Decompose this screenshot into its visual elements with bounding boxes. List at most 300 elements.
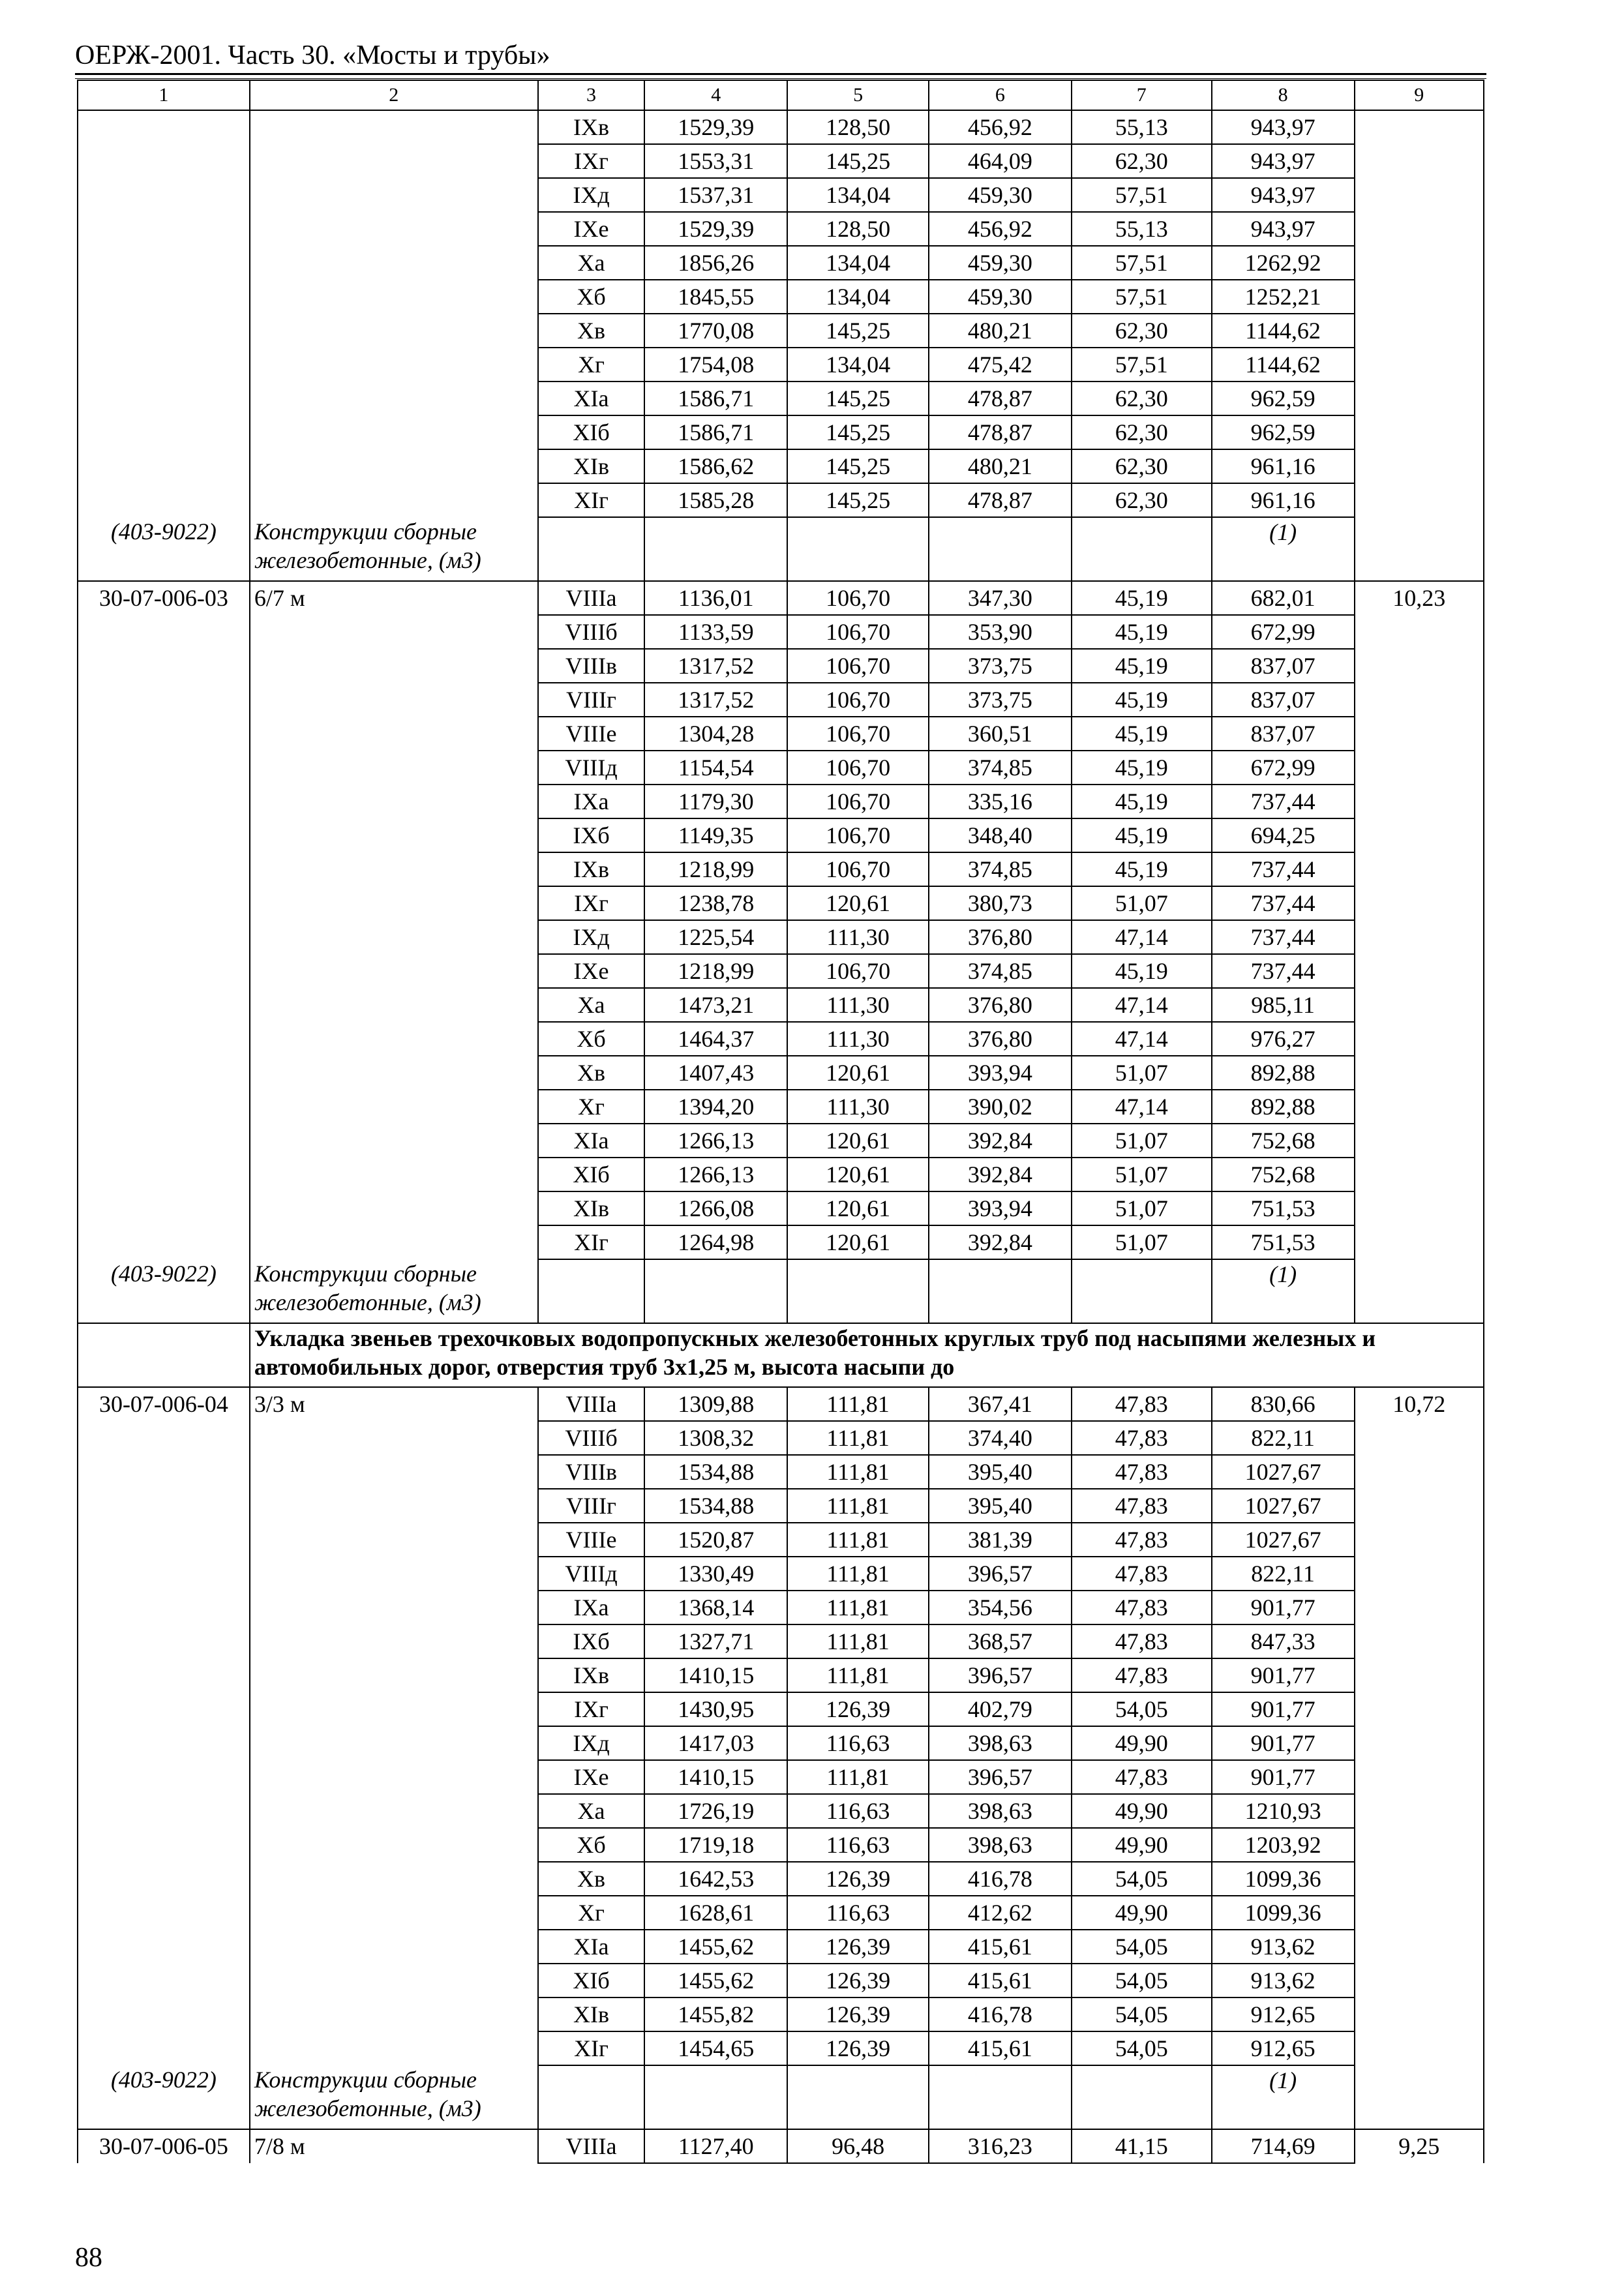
value-cell: 106,70: [787, 649, 929, 683]
value-cell: 51,07: [1072, 1124, 1212, 1158]
value-cell: 396,57: [929, 1760, 1072, 1794]
rate-code: [78, 2031, 250, 2065]
table-row: [78, 1896, 1484, 1930]
soil-category: IXг: [538, 886, 645, 920]
value-cell: 943,97: [1212, 144, 1355, 178]
rate-code: [78, 1794, 250, 1828]
rate-name: [250, 1158, 538, 1191]
material-note-row: [78, 1259, 1484, 1323]
soil-category: Xв: [538, 1862, 645, 1896]
soil-category: IXб: [538, 1624, 645, 1658]
value-cell: 111,30: [787, 988, 929, 1022]
value-cell: 415,61: [929, 2031, 1072, 2065]
value-cell: 837,07: [1212, 683, 1355, 717]
section-title: Укладка звеньев трехочковых водопропускных железобетонных круглых труб под насыпями железных и автомобильных дорог, отверстия труб 3х1,25 м, высота насыпи до: [250, 1323, 1484, 1387]
value-cell: 111,30: [787, 1022, 929, 1056]
labour-value: [1355, 1726, 1484, 1760]
value-cell: 106,70: [787, 717, 929, 751]
value-cell: 837,07: [1212, 649, 1355, 683]
rate-name: [250, 920, 538, 954]
soil-category: VIIIе: [538, 717, 645, 751]
labour-value: [1355, 649, 1484, 683]
value-cell: 1719,18: [644, 1828, 787, 1862]
value-cell: 1327,71: [644, 1624, 787, 1658]
value-cell: 47,14: [1072, 988, 1212, 1022]
value-cell: 393,94: [929, 1191, 1072, 1225]
empty-cell: [1355, 2065, 1484, 2129]
table-row: [78, 649, 1484, 683]
material-name-text: Конструкции сборные железобетонные, (м3): [254, 1261, 481, 1315]
empty-cell: [644, 2065, 787, 2129]
value-cell: 128,50: [787, 110, 929, 144]
table-row: [78, 920, 1484, 954]
labour-value: [1355, 1794, 1484, 1828]
value-cell: 55,13: [1072, 110, 1212, 144]
value-cell: 1304,28: [644, 717, 787, 751]
value-cell: 45,19: [1072, 818, 1212, 852]
value-cell: 111,81: [787, 1591, 929, 1624]
table-row: [78, 1964, 1484, 1997]
header-rule-thin: [75, 78, 1486, 79]
value-cell: 1407,43: [644, 1056, 787, 1090]
table-row: [78, 886, 1484, 920]
column-number: 8: [1212, 80, 1355, 110]
value-cell: 822,11: [1212, 1421, 1355, 1455]
value-cell: 1586,71: [644, 415, 787, 449]
labour-value: [1355, 717, 1484, 751]
rate-name: [250, 852, 538, 886]
labour-value: [1355, 1124, 1484, 1158]
value-cell: 1455,82: [644, 1997, 787, 2031]
value-cell: 54,05: [1072, 1692, 1212, 1726]
value-cell: 392,84: [929, 1124, 1072, 1158]
labour-value: [1355, 1191, 1484, 1225]
value-cell: 45,19: [1072, 852, 1212, 886]
value-cell: 1210,93: [1212, 1794, 1355, 1828]
labour-value: [1355, 348, 1484, 382]
labour-value: [1355, 178, 1484, 212]
value-cell: 1317,52: [644, 649, 787, 683]
table-row: [78, 2031, 1484, 2065]
value-cell: 126,39: [787, 2031, 929, 2065]
empty-cell: [1072, 1259, 1212, 1323]
value-cell: 480,21: [929, 314, 1072, 348]
value-cell: 901,77: [1212, 1658, 1355, 1692]
value-cell: 751,53: [1212, 1191, 1355, 1225]
table-row: [78, 1387, 1484, 1421]
value-cell: 737,44: [1212, 920, 1355, 954]
value-cell: 1845,55: [644, 280, 787, 314]
value-cell: 47,14: [1072, 1022, 1212, 1056]
empty-cell: [787, 1259, 929, 1323]
table-row: [78, 1158, 1484, 1191]
value-cell: 478,87: [929, 415, 1072, 449]
rate-code: [78, 1191, 250, 1225]
labour-value: [1355, 1523, 1484, 1557]
labour-value: [1355, 1760, 1484, 1794]
rate-code: [78, 683, 250, 717]
material-code-text: (403-9022): [110, 1261, 217, 1287]
value-cell: 134,04: [787, 280, 929, 314]
rate-name: [250, 382, 538, 415]
rate-code: [78, 615, 250, 649]
value-cell: 1330,49: [644, 1557, 787, 1591]
soil-category: Xг: [538, 348, 645, 382]
rate-name: [250, 1658, 538, 1692]
rate-code: [78, 449, 250, 483]
value-cell: 912,65: [1212, 1997, 1355, 2031]
labour-value: [1355, 415, 1484, 449]
soil-category: XIв: [538, 449, 645, 483]
value-cell: 1537,31: [644, 178, 787, 212]
value-cell: 1027,67: [1212, 1523, 1355, 1557]
soil-category: VIIIг: [538, 683, 645, 717]
value-cell: 96,48: [787, 2129, 929, 2163]
value-cell: 943,97: [1212, 178, 1355, 212]
rate-name: [250, 415, 538, 449]
value-cell: 1262,92: [1212, 246, 1355, 280]
soil-category: XIа: [538, 1930, 645, 1964]
rate-name: [250, 615, 538, 649]
value-cell: 145,25: [787, 449, 929, 483]
table-row: [78, 1489, 1484, 1523]
table-row: [78, 1760, 1484, 1794]
labour-value: [1355, 1489, 1484, 1523]
value-cell: 396,57: [929, 1658, 1072, 1692]
soil-category: IXв: [538, 1658, 645, 1692]
labour-value: [1355, 615, 1484, 649]
value-cell: 1218,99: [644, 954, 787, 988]
rate-name: 6/7 м: [250, 581, 538, 615]
value-cell: 45,19: [1072, 785, 1212, 818]
rate-name: [250, 1591, 538, 1624]
empty-cell: [644, 517, 787, 581]
rate-code: [78, 1896, 250, 1930]
value-cell: 51,07: [1072, 1056, 1212, 1090]
table-row: [78, 785, 1484, 818]
rate-code: [78, 1158, 250, 1191]
soil-category: VIIIг: [538, 1489, 645, 1523]
value-cell: 1027,67: [1212, 1489, 1355, 1523]
value-cell: 1266,13: [644, 1158, 787, 1191]
value-cell: 752,68: [1212, 1124, 1355, 1158]
rate-name: [250, 1896, 538, 1930]
column-number: 1: [78, 80, 250, 110]
value-cell: 111,81: [787, 1760, 929, 1794]
rate-name: [250, 1523, 538, 1557]
value-cell: 1144,62: [1212, 314, 1355, 348]
rate-code: [78, 988, 250, 1022]
value-cell: 1417,03: [644, 1726, 787, 1760]
value-cell: 145,25: [787, 382, 929, 415]
empty-cell: [1072, 2065, 1212, 2129]
value-cell: 1520,87: [644, 1523, 787, 1557]
rate-name: [250, 717, 538, 751]
labour-value: [1355, 683, 1484, 717]
rate-code: [78, 1862, 250, 1896]
value-cell: 459,30: [929, 280, 1072, 314]
soil-category: IXд: [538, 1726, 645, 1760]
table-row: [78, 1828, 1484, 1862]
material-code: [78, 1259, 250, 1323]
rate-code: [78, 852, 250, 886]
value-cell: 353,90: [929, 615, 1072, 649]
rate-name: 3/3 м: [250, 1387, 538, 1421]
value-cell: 316,23: [929, 2129, 1072, 2163]
value-cell: 57,51: [1072, 246, 1212, 280]
value-cell: 1464,37: [644, 1022, 787, 1056]
rate-code: [78, 1726, 250, 1760]
value-cell: 837,07: [1212, 717, 1355, 751]
rate-name: [250, 110, 538, 144]
rate-code: [78, 246, 250, 280]
rate-code: [78, 144, 250, 178]
value-cell: 360,51: [929, 717, 1072, 751]
soil-category: IXд: [538, 920, 645, 954]
rate-name: [250, 1624, 538, 1658]
rate-name: [250, 1726, 538, 1760]
rate-code: [78, 1964, 250, 1997]
value-cell: 985,11: [1212, 988, 1355, 1022]
value-cell: 737,44: [1212, 954, 1355, 988]
rate-code: [78, 1930, 250, 1964]
rates-table: [77, 80, 1484, 2164]
rate-code: [78, 1557, 250, 1591]
rate-code: [78, 178, 250, 212]
rate-code: [78, 717, 250, 751]
value-cell: 1225,54: [644, 920, 787, 954]
value-cell: 49,90: [1072, 1726, 1212, 1760]
soil-category: Xв: [538, 1056, 645, 1090]
labour-value: [1355, 1158, 1484, 1191]
value-cell: 120,61: [787, 886, 929, 920]
value-cell: 416,78: [929, 1997, 1072, 2031]
value-cell: 751,53: [1212, 1225, 1355, 1259]
rate-name: [250, 1056, 538, 1090]
value-cell: 62,30: [1072, 483, 1212, 517]
table-row: [78, 1930, 1484, 1964]
rate-name: [250, 954, 538, 988]
rate-code: [78, 110, 250, 144]
soil-category: IXе: [538, 1760, 645, 1794]
material-code-text: (403-9022): [110, 518, 217, 545]
material-quantity-text: (1): [1269, 1261, 1297, 1287]
rate-name: [250, 2031, 538, 2065]
table-row: [78, 852, 1484, 886]
value-cell: 1586,71: [644, 382, 787, 415]
labour-value: [1355, 110, 1484, 144]
value-cell: 1238,78: [644, 886, 787, 920]
soil-category: Xг: [538, 1090, 645, 1124]
table-row: [78, 818, 1484, 852]
labour-value: [1355, 1658, 1484, 1692]
labour-value: [1355, 1022, 1484, 1056]
soil-category: XIб: [538, 1158, 645, 1191]
value-cell: 368,57: [929, 1624, 1072, 1658]
value-cell: 1770,08: [644, 314, 787, 348]
value-cell: 126,39: [787, 1997, 929, 2031]
value-cell: 714,69: [1212, 2129, 1355, 2163]
value-cell: 1410,15: [644, 1760, 787, 1794]
soil-category: IXе: [538, 954, 645, 988]
value-cell: 367,41: [929, 1387, 1072, 1421]
table-row: [78, 483, 1484, 517]
material-code: [78, 2065, 250, 2129]
value-cell: 1317,52: [644, 683, 787, 717]
rate-name: [250, 280, 538, 314]
value-cell: 1726,19: [644, 1794, 787, 1828]
value-cell: 398,63: [929, 1726, 1072, 1760]
value-cell: 111,81: [787, 1489, 929, 1523]
labour-value: [1355, 280, 1484, 314]
table-row: [78, 348, 1484, 382]
table-row: [78, 988, 1484, 1022]
value-cell: 1529,39: [644, 110, 787, 144]
value-cell: 1454,65: [644, 2031, 787, 2065]
value-cell: 752,68: [1212, 1158, 1355, 1191]
rate-code: [78, 954, 250, 988]
labour-value: [1355, 1997, 1484, 2031]
labour-value: [1355, 246, 1484, 280]
rate-name: [250, 1022, 538, 1056]
material-code-text: (403-9022): [110, 2067, 217, 2093]
rate-name: [250, 314, 538, 348]
value-cell: 1252,21: [1212, 280, 1355, 314]
value-cell: 393,94: [929, 1056, 1072, 1090]
labour-value: [1355, 1225, 1484, 1259]
value-cell: 116,63: [787, 1896, 929, 1930]
value-cell: 120,61: [787, 1124, 929, 1158]
table-row: [78, 1997, 1484, 2031]
soil-category: XIв: [538, 1997, 645, 2031]
value-cell: 1553,31: [644, 144, 787, 178]
labour-value: [1355, 1557, 1484, 1591]
table-row: [78, 1591, 1484, 1624]
value-cell: 374,85: [929, 954, 1072, 988]
rate-code: [78, 751, 250, 785]
value-cell: 901,77: [1212, 1692, 1355, 1726]
value-cell: 1127,40: [644, 2129, 787, 2163]
value-cell: 1264,98: [644, 1225, 787, 1259]
value-cell: 47,83: [1072, 1523, 1212, 1557]
column-number: 3: [538, 80, 645, 110]
rate-code: [78, 212, 250, 246]
value-cell: 415,61: [929, 1930, 1072, 1964]
labour-value: [1355, 449, 1484, 483]
rate-name: [250, 1191, 538, 1225]
rate-code: [78, 280, 250, 314]
value-cell: 54,05: [1072, 1930, 1212, 1964]
value-cell: 1308,32: [644, 1421, 787, 1455]
soil-category: Xб: [538, 280, 645, 314]
rate-name: [250, 246, 538, 280]
value-cell: 913,62: [1212, 1964, 1355, 1997]
value-cell: 374,40: [929, 1421, 1072, 1455]
table-row: [78, 178, 1484, 212]
value-cell: 412,62: [929, 1896, 1072, 1930]
material-code: [78, 517, 250, 581]
value-cell: 847,33: [1212, 1624, 1355, 1658]
rate-name: [250, 886, 538, 920]
empty-cell: [538, 517, 645, 581]
table-row: [78, 1225, 1484, 1259]
soil-category: Xа: [538, 246, 645, 280]
value-cell: 1529,39: [644, 212, 787, 246]
value-cell: 47,14: [1072, 1090, 1212, 1124]
value-cell: 45,19: [1072, 954, 1212, 988]
value-cell: 45,19: [1072, 615, 1212, 649]
value-cell: 51,07: [1072, 1191, 1212, 1225]
value-cell: 49,90: [1072, 1794, 1212, 1828]
rate-code: [78, 1760, 250, 1794]
value-cell: 1154,54: [644, 751, 787, 785]
labour-value: [1355, 1964, 1484, 1997]
labour-value: [1355, 785, 1484, 818]
value-cell: 1430,95: [644, 1692, 787, 1726]
value-cell: 47,83: [1072, 1624, 1212, 1658]
column-number-row: [78, 80, 1484, 110]
soil-category: VIIIд: [538, 751, 645, 785]
value-cell: 57,51: [1072, 280, 1212, 314]
table-row: [78, 1455, 1484, 1489]
rate-code: [78, 1624, 250, 1658]
section-code-cell: [78, 1323, 250, 1387]
material-quantity-text: (1): [1269, 2067, 1297, 2093]
rate-name: 7/8 м: [250, 2129, 538, 2163]
table-row: [78, 1658, 1484, 1692]
rate-name: [250, 1964, 538, 1997]
labour-value: [1355, 382, 1484, 415]
value-cell: 145,25: [787, 415, 929, 449]
labour-value: [1355, 886, 1484, 920]
value-cell: 106,70: [787, 683, 929, 717]
value-cell: 1586,62: [644, 449, 787, 483]
table-row: [78, 1191, 1484, 1225]
rate-code: 30-07-006-05: [78, 2129, 250, 2163]
value-cell: 51,07: [1072, 1158, 1212, 1191]
soil-category: XIг: [538, 483, 645, 517]
value-cell: 1368,14: [644, 1591, 787, 1624]
material-name: [250, 2065, 538, 2129]
value-cell: 373,75: [929, 683, 1072, 717]
rate-code: [78, 1658, 250, 1692]
material-name: [250, 1259, 538, 1323]
value-cell: 51,07: [1072, 886, 1212, 920]
value-cell: 62,30: [1072, 144, 1212, 178]
column-number: 6: [929, 80, 1072, 110]
empty-cell: [1355, 517, 1484, 581]
value-cell: 962,59: [1212, 382, 1355, 415]
value-cell: 1473,21: [644, 988, 787, 1022]
value-cell: 1534,88: [644, 1455, 787, 1489]
soil-category: IXб: [538, 818, 645, 852]
value-cell: 830,66: [1212, 1387, 1355, 1421]
column-number: 7: [1072, 80, 1212, 110]
value-cell: 62,30: [1072, 449, 1212, 483]
rate-name: [250, 1557, 538, 1591]
rate-code: [78, 1124, 250, 1158]
value-cell: 1309,88: [644, 1387, 787, 1421]
rate-code: [78, 785, 250, 818]
value-cell: 1203,92: [1212, 1828, 1355, 1862]
rate-name: [250, 1794, 538, 1828]
table-body: [78, 80, 1484, 2163]
value-cell: 1149,35: [644, 818, 787, 852]
value-cell: 402,79: [929, 1692, 1072, 1726]
value-cell: 47,83: [1072, 1760, 1212, 1794]
page-header: ОЕРЖ-2001. Часть 30. «Мосты и трубы»: [75, 40, 550, 70]
soil-category: IXа: [538, 785, 645, 818]
